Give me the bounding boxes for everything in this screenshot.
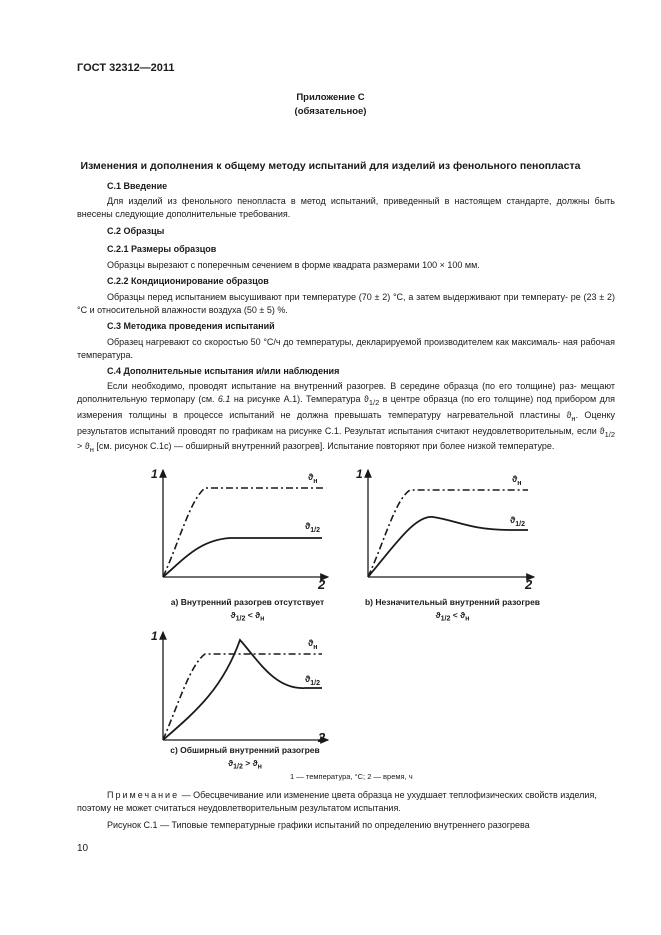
document-header: ГОСТ 32312—2011 [77,62,175,74]
section-c22-text: Образцы перед испытанием высушивают при температуре (70 ± 2) °С, а затем выдерживают при температу- ре (23 ± 2) °С и относительной влажности воздуха (50 ± 5) %. [77,292,615,315]
section-c3-heading: С.3 Методика проведения испытаний [107,321,275,331]
graph-c-heater-label: $ϑ_н$ [308,638,318,651]
graph-c [163,632,328,740]
graph-a-condition: $ϑ_{1/2} < ϑ_н$ [230,610,265,623]
graph-c-y-label: 1 [151,629,158,643]
graph-b-center-curve [368,517,528,577]
figure-legend: 1 — температура, °С; 2 — время, ч [290,772,413,781]
graph-a-center-curve [163,538,322,577]
graph-a-y-label: 1 [151,467,158,481]
graph-a-heater-label: $ϑ_н$ [308,472,318,485]
graph-b-y-label: 1 [356,467,363,481]
section-c22-heading: С.2.2 Кондиционирование образцов [107,276,269,286]
graph-a-x-label: 2 [318,577,326,592]
figure-caption: Рисунок С.1 — Типовые температурные графики испытаний по определению внутреннего разогрева [107,820,530,830]
section-c21-heading: С.2.1 Размеры образцов [107,244,217,254]
graph-b-heater-label: $ϑ_н$ [512,474,522,487]
note [77,789,615,815]
section-c1-heading: С.1 Введение [107,181,168,191]
graph-c-condition: $ϑ_{1/2} > ϑ_н$ [228,758,262,771]
graph-b-condition: $ϑ_{1/2} < ϑ_н$ [435,610,470,623]
section-c4-heading: С.4 Дополнительные испытания и/или наблюдения [107,366,340,376]
page-number: 10 [77,843,89,854]
note-text: — Обесцвечивание или изменение цвета образца не ухудшает теплофизических свойств изделия, поэтому не может считаться неудовлетворительным результатом испытания. [77,790,597,813]
appendix-status: (обязательное) [294,106,367,117]
graph-b-heater-curve [368,490,528,577]
section-c1-text: Для изделий из фенольного пенопласта в метод испытаний, приведенный в настоящем стандарте, должны быть внесены следующие дополнительные требования. [77,196,615,219]
main-title: Изменения и дополнения к общему методу испытаний для изделий из фенольного пенопласта [80,160,581,172]
note-label: Примечание [107,790,180,800]
graph-c-caption: с) Обширный внутренний разогрев [170,745,320,755]
graph-a-caption: а) Внутренний разогрев отсутствует [170,597,325,607]
section-c3-text: Образец нагревают со скоростью 50 °С/ч до температуры, декларируемой производителем как максималь- ная рабочая температура. [77,337,615,360]
graph-c-center-label: $ϑ_{1/2}$ [305,674,320,687]
appendix-title: Приложение С [296,92,365,103]
section-c21-text: Образцы вырезают с поперечным сечением в форме квадрата размерами 100 × 100 мм. [107,260,480,270]
section-c4-text: Если необходимо, проводят испытание на внутренний разогрев. В середине образца (по его толщине) раз- мещают дополнительную термопару (см. 6.1 на рисунке А.1). Температура $ϑ_{1/2}$ в центре образца (по его толщине) под прибором для измерения толщины в процессе испытаний не должна превышать температуру нагревательной пластины $ϑ_н$. Оценку результатов испытаний проводят по графикам на рисунке С.1. Результат испытания считают неудовлетворительным, если $ϑ_{1/2} > ϑ_н$ [см. рисунок С.1c) — обширный внутренний разогрев]. Испытание повторяют при более низкой температуре. [77,381,615,455]
graph-c-heater-curve [163,654,322,740]
graph-c-x-label: 2 [318,730,326,745]
graph-a-center-label: $ϑ_{1/2}$ [305,521,320,534]
graph-a [163,470,328,577]
graph-b-center-label: $ϑ_{1/2}$ [510,515,525,528]
graph-b-x-label: 2 [525,577,533,592]
graph-a-heater-curve [163,488,325,577]
graph-c-center-curve [163,640,322,740]
section-c2-heading: С.2 Образцы [107,226,165,236]
graph-b-caption: b) Незначительный внутренний разогрев [364,597,541,607]
